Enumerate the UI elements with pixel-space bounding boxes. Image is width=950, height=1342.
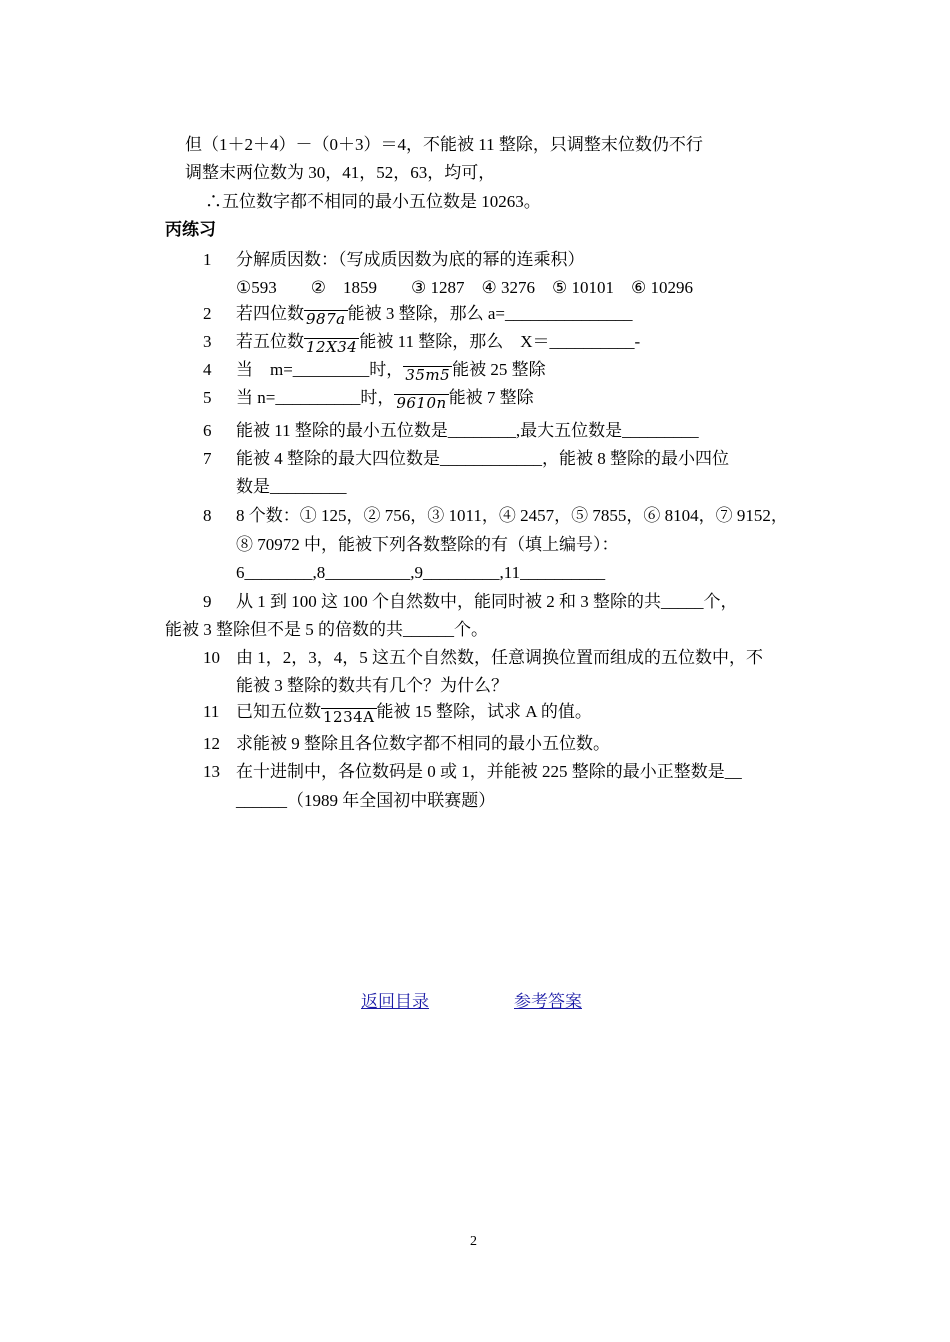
exercise-text-continued: 数是_________ (236, 477, 347, 496)
exercise-text: 能被 11 整除的最小五位数是________,最大五位数是_________ (236, 421, 699, 440)
text-after: 能被 11 整除，那么 X＝__________- (359, 332, 641, 351)
text-before: 当 m=_________时， (236, 360, 404, 379)
exercise-number: 3 (203, 332, 212, 351)
text-before: 已知五位数 (236, 702, 321, 721)
exercise-text-continued: 能被 3 整除但不是 5 的倍数的共______个。 (165, 620, 488, 639)
exercise-text (236, 331, 640, 355)
text-before: 若四位数 (236, 304, 304, 323)
back-to-contents-link[interactable]: 返回目录 (361, 992, 429, 1011)
overlined-number: 987a (306, 310, 346, 328)
exercise-number: 2 (203, 304, 212, 323)
text-before: 若五位数 (236, 332, 304, 351)
text-after: 能被 25 整除 (452, 360, 546, 379)
exercise-text (236, 359, 546, 383)
exercise-text: 在十进制中，各位数码是 0 或 1，并能被 225 整除的最小正整数是__ (236, 762, 742, 781)
exercise-text-continued: ______（1989 年全国初中联赛题） (236, 791, 496, 810)
intro-line-2: 调整末两位数为 30，41，52，63，均可， (185, 163, 496, 182)
overlined-number: 1234A (323, 708, 375, 726)
exercise-number: 11 (203, 702, 220, 721)
exercise-text (236, 387, 534, 411)
exercise-text: 分解质因数：（写成质因数为底的幂的连乘积） (236, 250, 585, 269)
exercise-options: ①593 ② 1859 ③ 1287 ④ 3276 ⑤ 10101 ⑥ 10296 (236, 278, 693, 297)
exercise-text: 8 个数：① 125，② 756，③ 1011，④ 2457，⑤ 7855，⑥ 8104，⑦ 9152， (236, 506, 788, 525)
intro-line-1: 但（1＋2＋4）－（0＋3）＝4，不能被 11 整除，只调整末位数仍不行 (185, 135, 703, 154)
exercise-number: 13 (203, 762, 220, 781)
answer-key-link[interactable]: 参考答案 (514, 992, 582, 1011)
intro-line-3: ∴五位数字都不相同的最小五位数是 10263。 (205, 192, 541, 211)
exercise-number: 9 (203, 592, 212, 611)
exercise-text: 能被 4 整除的最大四位数是____________，能被 8 整除的最小四位 (236, 449, 729, 468)
exercise-number: 5 (203, 388, 212, 407)
exercise-text: 求能被 9 整除且各位数字都不相同的最小五位数。 (236, 734, 610, 753)
exercise-number: 4 (203, 360, 212, 379)
exercise-number: 12 (203, 734, 220, 753)
text-after: 能被 15 整除，试求 A 的值。 (376, 702, 592, 721)
exercise-text: 由 1，2，3，4，5 这五个自然数，任意调换位置而组成的五位数中，不 (236, 648, 763, 667)
page-number: 2 (470, 1234, 477, 1249)
exercise-text-continued: 能被 3 整除的数共有几个？为什么？ (236, 676, 508, 695)
exercise-text: 从 1 到 100 这 100 个自然数中，能同时被 2 和 3 整除的共_____个， (236, 592, 738, 611)
exercise-text (236, 701, 592, 725)
text-after: 能被 3 整除，那么 a=_______________ (347, 304, 633, 323)
exercise-number: 6 (203, 421, 212, 440)
exercise-text (236, 303, 632, 327)
exercise-text-continued: ⑧ 70972 中，能被下列各数整除的有（填上编号）： (236, 535, 619, 554)
exercise-number: 1 (203, 250, 212, 269)
exercise-number: 7 (203, 449, 212, 468)
exercise-number: 8 (203, 506, 212, 525)
overlined-number: 9610n (396, 394, 447, 412)
text-before: 当 n=__________时， (236, 388, 395, 407)
overlined-number: 35m5 (405, 366, 451, 384)
exercise-number: 10 (203, 648, 220, 667)
overlined-number: 12X34 (306, 338, 358, 356)
section-title: 丙练习 (165, 220, 216, 239)
text-after: 能被 7 整除 (448, 388, 534, 407)
exercise-blanks: 6________,8__________,9_________,11__________ (236, 563, 606, 582)
